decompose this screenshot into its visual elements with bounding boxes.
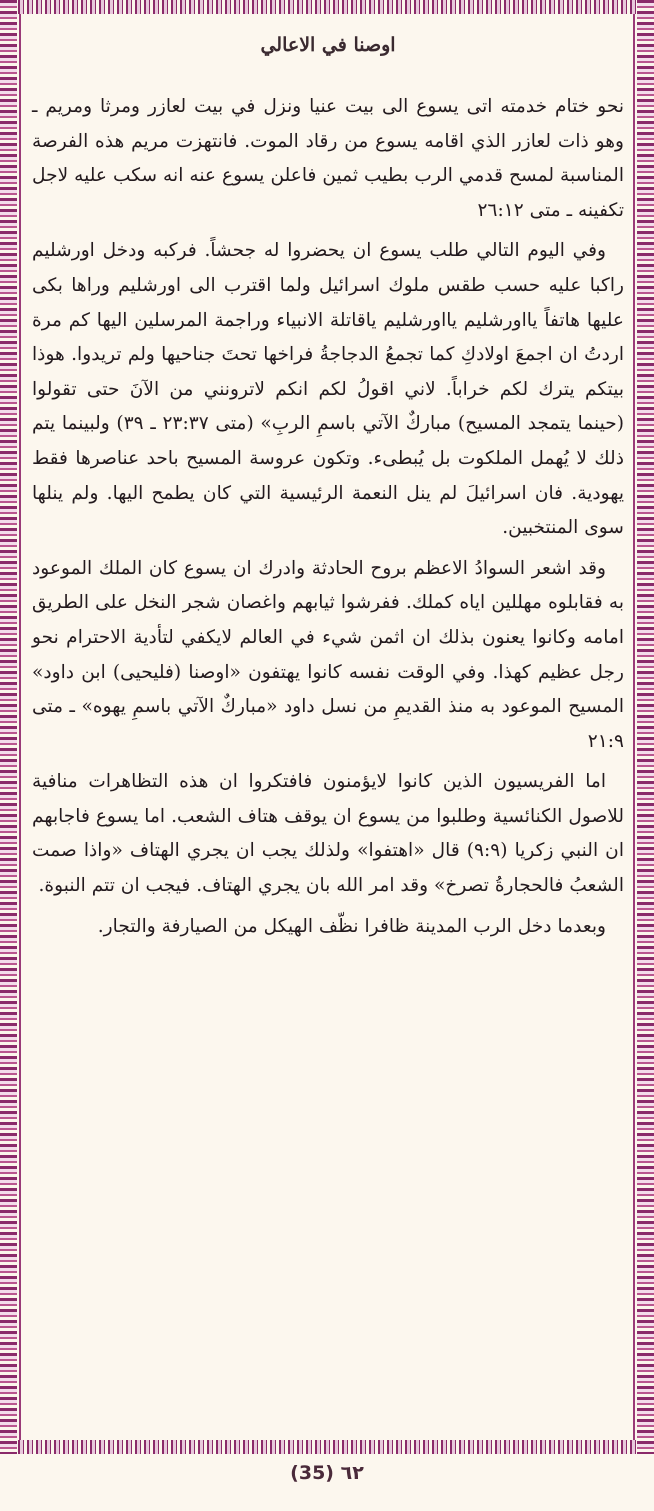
frame-line-left (19, 14, 21, 1440)
frame-line-right (633, 14, 635, 1440)
paragraph-2: وفي اليوم التالي طلب يسوع ان يحضروا له جحشاً. فركبه ودخل اورشليم راكبا عليه حسب طقس ملوك اسرائيل ولما اقترب الى اورشليم وراها بكى عليها هاتفاً يااورشليم يااورشليم ياقاتلة الانبياء وراجمة المرسلين اليها كم مرة اردتُ ان اجمعَ اولادكِ كما تجمعُ الدجاجةُ فراخها تحتَ جناحيها ولم تريدوا. هوذا بيتكم يترك لكم خراباً. لاني اقولُ لكم انكم لاترونني من الآنَ حتى تقولوا (حينما يتمجد المسيح) مباركٌ الآتي باسمِ الربِ» (متى ٢٣:٣٧ ـ ٣٩) ولبينما يتم ذلك لا يُهمل الملكوت بل يُبطىء. وتكون عروسة المسيح باحد عناصرها فقط يهودية. فان اسرائيلَ لم ينل النعمة الرئيسية التي كان يطمح اليها. ولم ينلها سوى المنتخبين. (32, 240, 624, 539)
paragraph-1: نحو ختام خدمته اتى يسوع الى بيت عنيا ونزل في بيت لعازر ومرثا ومريم ـ وهو ذات لعازر الذي اقامه يسوع من رقاد الموت. فانتهزت مريم هذه الفرصة المناسبة لمسح قدمي الرب بطيب ثمين فاعلن يسوع عنه انه سكب عليه لاجل تكفينه ـ متى ٢٦:١٢ (32, 96, 624, 221)
page-body (32, 30, 624, 1435)
ornamental-border-left (0, 0, 17, 1454)
paragraph-4: اما الفريسيون الذين كانوا لايؤمنون فافتكروا ان هذه التظاهرات منافية للاصول الكنائسية وطلبوا من يسوع ان يوقف هتاف الشعب. اما يسوع فاجابهم ان النبي زكريا (٩:٩) قال «اهتفوا» ولذلك يجب ان يجري الهتاف «واذا صمت الشعبُ فالحجارةُ تصرخ» وقد امر الله بان يجري الهتاف. فيجب ان تتم النبوة. (32, 771, 624, 897)
ornamental-border-top (0, 0, 654, 14)
paragraph-3: وقد اشعر السوادُ الاعظم بروح الحادثة وادرك ان يسوع كان الملك الموعود به فقابلوه مهللين اياه كملك. ففرشوا ثيابهم واغصان شجر النخل على الطريق امامه وكانوا يعنون بذلك ان اثمن شيء في العالم لايكفي لتأدية الاحترام نحو رجل عظيم كهذا. وفي الوقت نفسه كانوا يهتفون «اوصنا (فليحيى) ابن داود» المسيح الموعود به منذ القديمِ من نسل داود «مباركٌ الآتي باسمِ يهوه» ـ متى ٢١:٩ (32, 557, 624, 752)
page-title: اوصنا في الاعالي (260, 34, 396, 56)
page-number: (35) ٦٢ (290, 1462, 364, 1484)
ornamental-border-right (637, 0, 654, 1454)
ornamental-border-bottom (0, 1440, 654, 1454)
paragraph-5: وبعدما دخل الرب المدينة ظافرا نظّف الهيكل من الصيارفة والتجار. (97, 915, 606, 937)
